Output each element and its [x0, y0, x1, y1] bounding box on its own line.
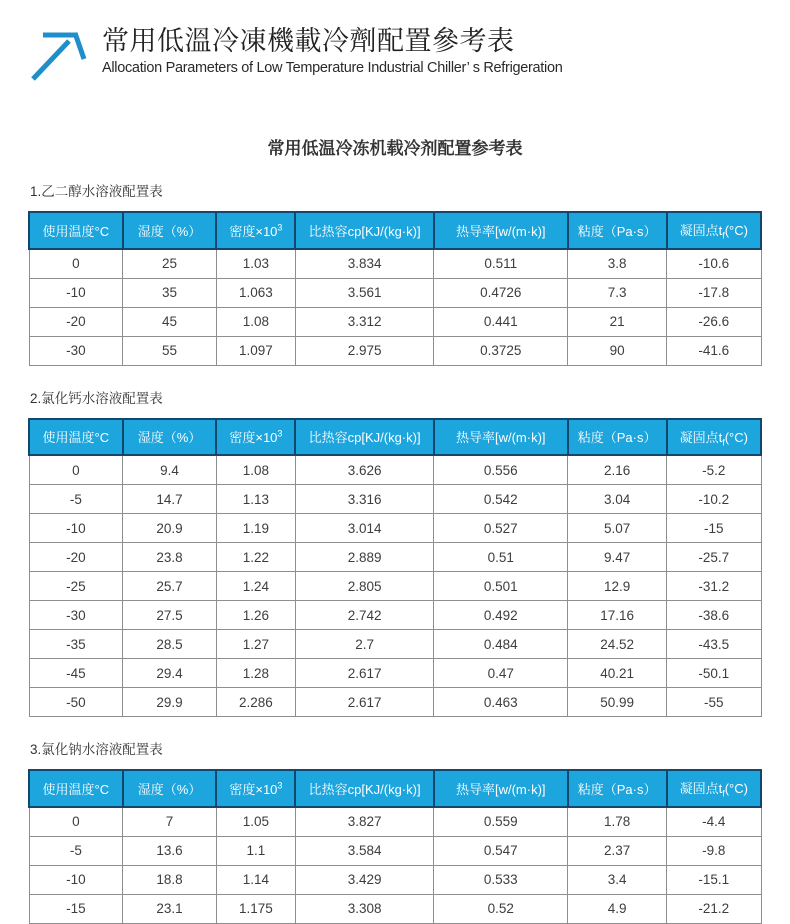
table-cell: 1.097 — [216, 336, 295, 365]
sodium-chloride-table-header — [29, 770, 761, 807]
table-cell: 1.24 — [216, 572, 295, 601]
brand-subtitle: Allocation Parameters of Low Temperature Industrial Chiller’ s Refrigeration — [102, 60, 563, 77]
table-cell: 3.014 — [295, 514, 433, 543]
table-cell: -26.6 — [667, 307, 761, 336]
table-cell: -5.2 — [667, 455, 761, 485]
table-row — [29, 249, 761, 279]
table-cell: -10.6 — [667, 249, 761, 279]
table-cell: -4.4 — [667, 807, 761, 837]
table-cell: -25 — [29, 572, 123, 601]
table-row — [29, 485, 761, 514]
section-glycol — [28, 180, 762, 366]
table-cell: 25 — [123, 249, 217, 279]
table-cell: -20 — [29, 307, 123, 336]
column-header: 热导率[w/(m·k)] — [434, 212, 568, 249]
table-cell: 0.4726 — [434, 278, 568, 307]
table-cell: 2.617 — [295, 688, 433, 717]
column-header: 热导率[w/(m·k)] — [434, 419, 568, 456]
table-row — [29, 336, 761, 365]
table-cell: 3.626 — [295, 455, 433, 485]
table-cell: 3.04 — [568, 485, 667, 514]
column-header: 湿度（%） — [123, 770, 217, 807]
table-cell: -10 — [29, 278, 123, 307]
brand-text — [102, 26, 563, 76]
column-header: 湿度（%） — [123, 212, 217, 249]
table-cell: 7.3 — [568, 278, 667, 307]
column-header: 热导率[w/(m·k)] — [434, 770, 568, 807]
table-cell: 45 — [123, 307, 217, 336]
table-cell: 3.8 — [568, 249, 667, 279]
table-cell: -25.7 — [667, 543, 761, 572]
calcium-chloride-table-body — [29, 455, 761, 717]
table-cell: -41.6 — [667, 336, 761, 365]
table-cell: 4.9 — [568, 894, 667, 923]
table-row — [29, 807, 761, 837]
table-cell: 2.7 — [295, 630, 433, 659]
table-cell: 18.8 — [123, 865, 217, 894]
table-cell: -55 — [667, 688, 761, 717]
table-cell: 1.03 — [216, 249, 295, 279]
table-cell: 3.827 — [295, 807, 433, 837]
glycol-table — [28, 211, 762, 366]
table-row — [29, 601, 761, 630]
column-header: 凝固点$t_f(^\circ C)$ — [667, 419, 761, 456]
column-header: 凝固点$t_f(^\circ C)$ — [667, 212, 761, 249]
calcium-chloride-table-header — [29, 419, 761, 456]
brand-title: 常用低溫冷凍機載冷劑配置參考表 — [102, 26, 515, 56]
table-row — [29, 455, 761, 485]
table-cell: 3.834 — [295, 249, 433, 279]
table-cell: -17.8 — [667, 278, 761, 307]
table-cell: 0.47 — [434, 659, 568, 688]
page-title: 常用低温冷冻机载冷剂配置参考表 — [267, 139, 523, 158]
table-cell: 1.26 — [216, 601, 295, 630]
table-cell: 55 — [123, 336, 217, 365]
table-cell: -38.6 — [667, 601, 761, 630]
table-cell: 1.063 — [216, 278, 295, 307]
table-cell: -31.2 — [667, 572, 761, 601]
table-cell: 0.556 — [434, 455, 568, 485]
table-row — [29, 543, 761, 572]
column-header: 使用温度°C — [29, 419, 123, 456]
table-cell: 9.4 — [123, 455, 217, 485]
table-cell: 3.584 — [295, 836, 433, 865]
table-cell: 1.175 — [216, 894, 295, 923]
table-cell: 27.5 — [123, 601, 217, 630]
table-cell: 25.7 — [123, 572, 217, 601]
table-cell: 40.21 — [568, 659, 667, 688]
table-cell: 23.1 — [123, 894, 217, 923]
column-header: 比热容cp[KJ/(kg·k)] — [295, 770, 433, 807]
table-cell: 20.9 — [123, 514, 217, 543]
table-cell: 2.286 — [216, 688, 295, 717]
table-cell: 2.37 — [568, 836, 667, 865]
table-cell: -15 — [667, 514, 761, 543]
table-cell: 3.561 — [295, 278, 433, 307]
table-cell: 3.316 — [295, 485, 433, 514]
table-cell: 0.463 — [434, 688, 568, 717]
table-cell: -5 — [29, 836, 123, 865]
table-row — [29, 630, 761, 659]
table-cell: 1.14 — [216, 865, 295, 894]
table-cell: 3.308 — [295, 894, 433, 923]
table-cell: 23.8 — [123, 543, 217, 572]
table-cell: -20 — [29, 543, 123, 572]
table-cell: 0.542 — [434, 485, 568, 514]
section-sodium-chloride — [28, 738, 762, 924]
table-cell: -43.5 — [667, 630, 761, 659]
column-header: 粘度（Pa·s） — [568, 770, 667, 807]
glycol-table-body — [29, 249, 761, 366]
table-cell: 1.27 — [216, 630, 295, 659]
table-cell: -15 — [29, 894, 123, 923]
column-header: 粘度（Pa·s） — [568, 212, 667, 249]
table-cell: -45 — [29, 659, 123, 688]
table-cell: 1.78 — [568, 807, 667, 837]
table-cell: -30 — [29, 601, 123, 630]
table-cell: 2.889 — [295, 543, 433, 572]
table-cell: 35 — [123, 278, 217, 307]
table-cell: 9.47 — [568, 543, 667, 572]
column-header: 密度$\times 10^3$ — [216, 770, 295, 807]
header-row — [29, 419, 761, 456]
table-cell: 3.4 — [568, 865, 667, 894]
table-row — [29, 659, 761, 688]
calcium-chloride-table — [28, 418, 762, 718]
table-cell: 1.28 — [216, 659, 295, 688]
table-row — [29, 572, 761, 601]
table-row — [29, 307, 761, 336]
table-cell: 1.22 — [216, 543, 295, 572]
table-cell: 12.9 — [568, 572, 667, 601]
table-cell: 5.07 — [568, 514, 667, 543]
column-header: 粘度（Pa·s） — [568, 419, 667, 456]
table-cell: 3.429 — [295, 865, 433, 894]
table-cell: 1.05 — [216, 807, 295, 837]
column-header: 比热容cp[KJ/(kg·k)] — [295, 419, 433, 456]
table-cell: 2.805 — [295, 572, 433, 601]
section-calcium-chloride — [28, 387, 762, 718]
table-cell: 21 — [568, 307, 667, 336]
table-cell: 1.13 — [216, 485, 295, 514]
table-cell: -50.1 — [667, 659, 761, 688]
table-cell: 0.547 — [434, 836, 568, 865]
column-header: 使用温度°C — [29, 212, 123, 249]
table-row — [29, 688, 761, 717]
table-cell: 1.08 — [216, 455, 295, 485]
table-cell: 24.52 — [568, 630, 667, 659]
sodium-chloride-table-body — [29, 807, 761, 924]
table-cell: 90 — [568, 336, 667, 365]
table-cell: -15.1 — [667, 865, 761, 894]
table-row — [29, 514, 761, 543]
table-row — [29, 836, 761, 865]
column-header: 凝固点$t_f(^\circ C)$ — [667, 770, 761, 807]
table-row — [29, 278, 761, 307]
table-cell: 2.742 — [295, 601, 433, 630]
table-cell: 0.501 — [434, 572, 568, 601]
sodium-chloride-table — [28, 769, 762, 924]
table-cell: 1.1 — [216, 836, 295, 865]
column-header: 湿度（%） — [123, 419, 217, 456]
table-cell: -9.8 — [667, 836, 761, 865]
section-calcium-chloride-label: 2.氯化钙水溶液配置表 — [30, 390, 163, 406]
table-cell: 17.16 — [568, 601, 667, 630]
column-header: 使用温度°C — [29, 770, 123, 807]
table-cell: -10.2 — [667, 485, 761, 514]
section-glycol-label: 1.乙二醇水溶液配置表 — [30, 184, 163, 199]
table-cell: -5 — [29, 485, 123, 514]
table-cell: 50.99 — [568, 688, 667, 717]
table-cell: 0.51 — [434, 543, 568, 572]
table-cell: 0.3725 — [434, 336, 568, 365]
table-row — [29, 865, 761, 894]
column-header: 比热容cp[KJ/(kg·k)] — [295, 212, 433, 249]
column-header: 密度$\times 10^3$ — [216, 419, 295, 456]
table-cell: 13.6 — [123, 836, 217, 865]
table-cell: 0 — [29, 807, 123, 837]
table-cell: 0.511 — [434, 249, 568, 279]
table-cell: 2.617 — [295, 659, 433, 688]
table-cell: 29.4 — [123, 659, 217, 688]
table-cell: -10 — [29, 514, 123, 543]
table-cell: 29.9 — [123, 688, 217, 717]
arrow-up-right-icon — [28, 28, 90, 84]
brand-header — [28, 26, 762, 84]
table-cell: 0.533 — [434, 865, 568, 894]
header-row — [29, 212, 761, 249]
table-cell: 0.559 — [434, 807, 568, 837]
table-cell: 14.7 — [123, 485, 217, 514]
table-cell: 2.16 — [568, 455, 667, 485]
table-cell: 0 — [29, 455, 123, 485]
table-cell: 1.19 — [216, 514, 295, 543]
section-sodium-chloride-label: 3.氯化钠水溶液配置表 — [30, 742, 163, 758]
table-cell: 0.492 — [434, 601, 568, 630]
table-cell: 0.441 — [434, 307, 568, 336]
table-cell: 3.312 — [295, 307, 433, 336]
header-row — [29, 770, 761, 807]
table-row — [29, 894, 761, 923]
table-cell: -10 — [29, 865, 123, 894]
column-header: 密度$\times 10^3$ — [216, 212, 295, 249]
table-cell: 28.5 — [123, 630, 217, 659]
table-cell: -35 — [29, 630, 123, 659]
table-cell: 0.527 — [434, 514, 568, 543]
table-cell: 0 — [29, 249, 123, 279]
glycol-table-header — [29, 212, 761, 249]
table-cell: 2.975 — [295, 336, 433, 365]
table-cell: -30 — [29, 336, 123, 365]
table-cell: 7 — [123, 807, 217, 837]
table-cell: 1.08 — [216, 307, 295, 336]
table-cell: -50 — [29, 688, 123, 717]
table-cell: -21.2 — [667, 894, 761, 923]
table-cell: 0.52 — [434, 894, 568, 923]
table-cell: 0.484 — [434, 630, 568, 659]
